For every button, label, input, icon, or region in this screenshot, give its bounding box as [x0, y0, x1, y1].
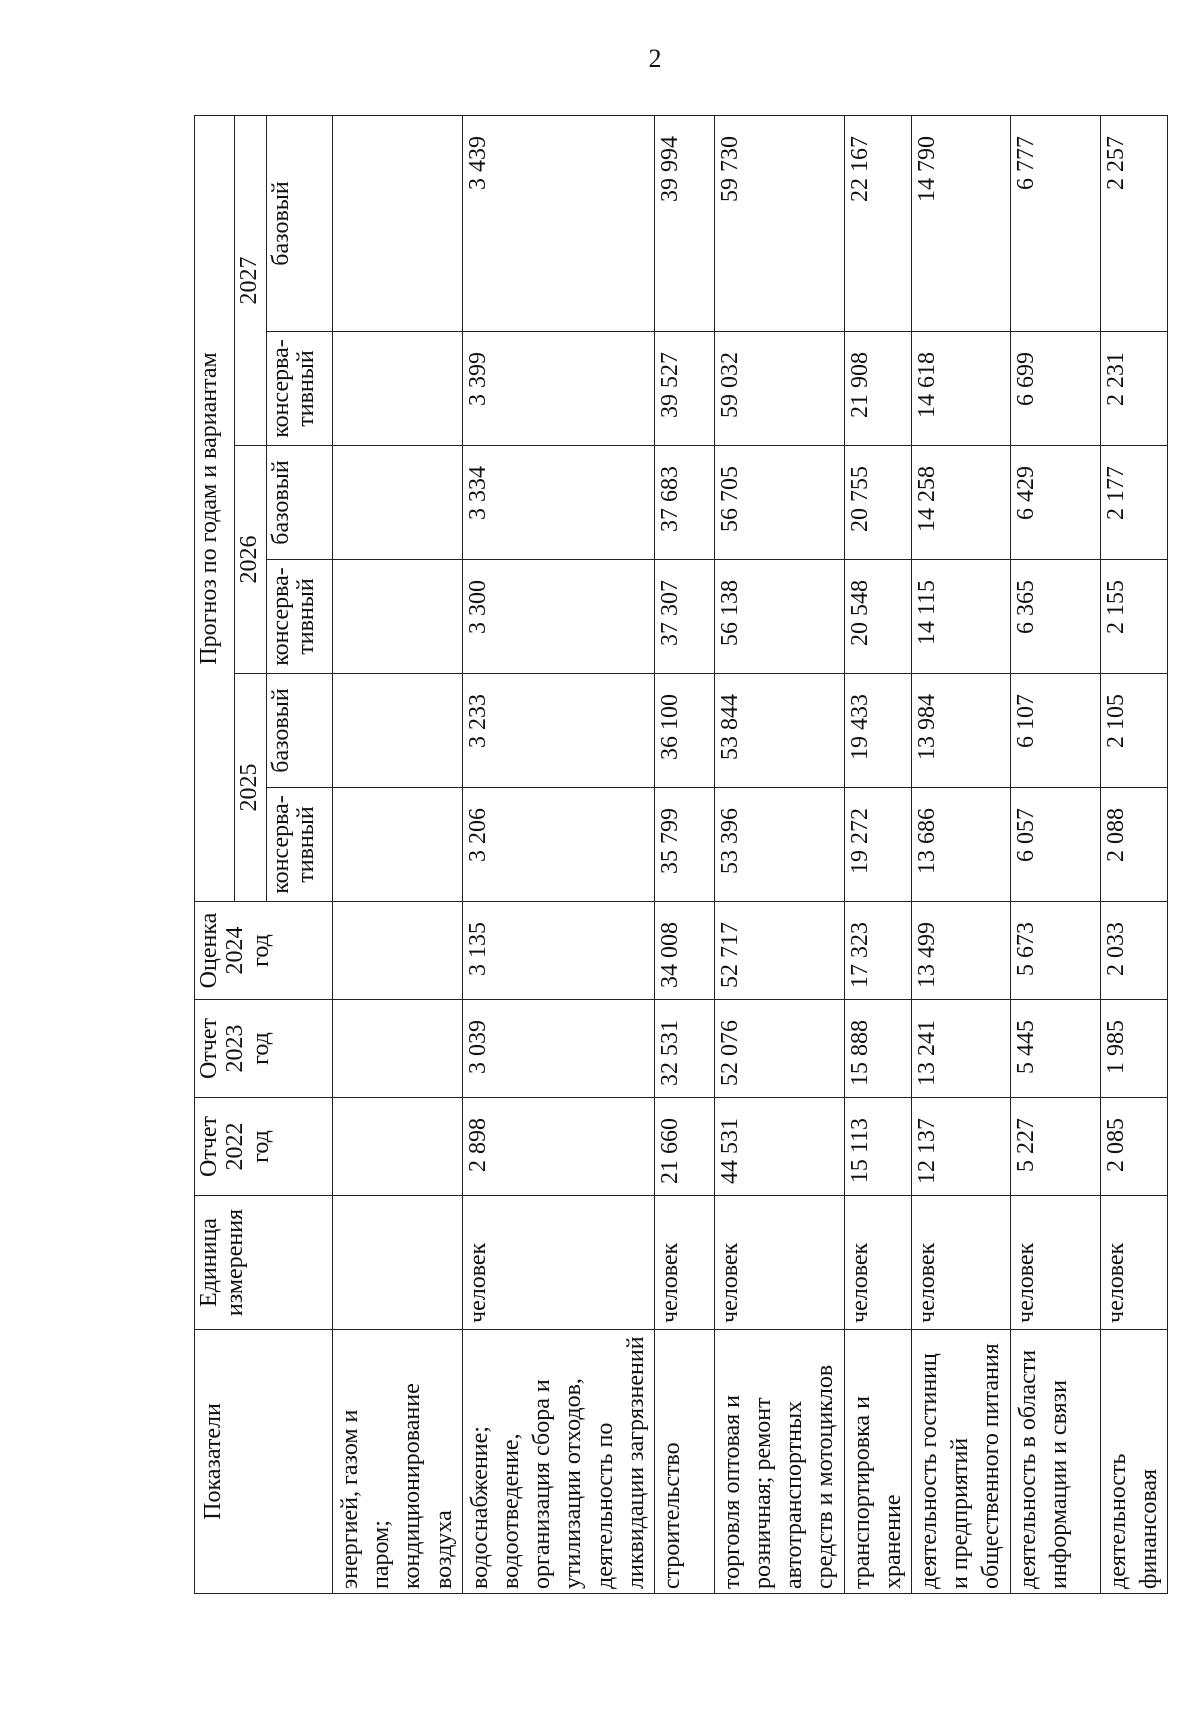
table-row — [333, 115, 463, 1593]
row-value-cell: 3 300 — [462, 560, 654, 674]
header-forecast: Прогноз по годам и вариантам — [195, 115, 235, 901]
row-value-cell — [333, 902, 463, 1000]
row-value-cell: 2 231 — [1100, 332, 1167, 446]
header-year-2027: 2027 — [235, 115, 267, 445]
row-value-cell: 32 531 — [654, 1000, 714, 1098]
row-indicator-name: транспортировка и хранение — [844, 1330, 911, 1594]
header-estimate-2024-year: 2024 — [221, 926, 248, 975]
row-value-cell: 17 323 — [844, 902, 911, 1000]
row-value-cell: 14 258 — [912, 446, 1011, 560]
table-row — [844, 115, 911, 1593]
row-indicator-name: энергией, газом и паром; кондиционирование воздуха — [333, 1330, 463, 1594]
row-value-cell: 35 799 — [654, 788, 714, 902]
rotated-table-container — [194, 116, 1162, 1594]
row-value-cell: 37 683 — [654, 446, 714, 560]
row-value-cell: 6 429 — [1010, 446, 1100, 560]
row-value-cell: 3 439 — [462, 115, 654, 331]
row-value-cell: 2 088 — [1100, 788, 1167, 902]
row-value-cell: 14 618 — [912, 332, 1011, 446]
row-value-cell: 2 898 — [462, 1098, 654, 1196]
row-value-cell: 6 057 — [1010, 788, 1100, 902]
row-value-cell: 15 888 — [844, 1000, 911, 1098]
table-row — [462, 115, 654, 1593]
table-body — [333, 115, 1168, 1593]
header-report-2023 — [195, 1000, 333, 1098]
table-row — [912, 115, 1011, 1593]
row-value-cell: 2 257 — [1100, 115, 1167, 331]
row-value-cell: 13 499 — [912, 902, 1011, 1000]
row-indicator-name: торговля оптовая и розничная; ремонт автотранспортных средств и мотоциклов — [714, 1330, 844, 1594]
row-value-cell: 5 445 — [1010, 1000, 1100, 1098]
row-value-cell: 1 985 — [1100, 1000, 1167, 1098]
table-row — [654, 115, 714, 1593]
forecast-table — [194, 115, 1168, 1594]
header-report-2022-label: Отчет — [196, 1115, 222, 1178]
header-estimate-2024-suffix: год — [247, 934, 274, 967]
row-value-cell: 53 396 — [714, 788, 844, 902]
row-value-cell: 5 227 — [1010, 1098, 1100, 1196]
header-2026-base: базовый — [267, 446, 333, 560]
header-2027-conservative: консерва-тивный — [267, 332, 333, 446]
row-value-cell: 2 105 — [1100, 674, 1167, 788]
row-value-cell: 59 730 — [714, 115, 844, 331]
row-value-cell: 36 100 — [654, 674, 714, 788]
row-value-cell: 3 399 — [462, 332, 654, 446]
row-value-cell: 13 241 — [912, 1000, 1011, 1098]
row-value-cell — [333, 115, 463, 331]
row-value-cell: 6 699 — [1010, 332, 1100, 446]
row-value-cell: 22 167 — [844, 115, 911, 331]
row-value-cell: 2 177 — [1100, 446, 1167, 560]
row-value-cell: 56 138 — [714, 560, 844, 674]
header-year-2026: 2026 — [235, 446, 267, 674]
header-report-2022-suffix: год — [247, 1130, 274, 1163]
row-value-cell: 19 272 — [844, 788, 911, 902]
row-unit: человек — [1010, 1196, 1100, 1330]
row-value-cell: 2 155 — [1100, 560, 1167, 674]
row-value-cell: 14 115 — [912, 560, 1011, 674]
row-value-cell — [333, 788, 463, 902]
row-value-cell: 2 085 — [1100, 1098, 1167, 1196]
row-value-cell: 5 673 — [1010, 902, 1100, 1000]
row-value-cell: 13 984 — [912, 674, 1011, 788]
row-value-cell: 3 206 — [462, 788, 654, 902]
row-value-cell: 20 548 — [844, 560, 911, 674]
row-unit: человек — [844, 1196, 911, 1330]
row-value-cell — [333, 674, 463, 788]
row-value-cell: 3 233 — [462, 674, 654, 788]
header-estimate-2024 — [195, 902, 333, 1000]
page-number: 2 — [648, 44, 662, 73]
row-value-cell: 56 705 — [714, 446, 844, 560]
row-value-cell: 3 039 — [462, 1000, 654, 1098]
header-row-top — [195, 115, 235, 1593]
row-indicator-name: строительство — [654, 1330, 714, 1594]
header-report-2023-label: Отчет — [196, 1017, 222, 1080]
row-value-cell: 59 032 — [714, 332, 844, 446]
row-value-cell: 53 844 — [714, 674, 844, 788]
row-indicator-name: деятельность финансовая — [1100, 1330, 1167, 1594]
row-unit: человек — [714, 1196, 844, 1330]
row-value-cell: 3 135 — [462, 902, 654, 1000]
row-indicator-name: водоснабжение; водоотведение, организация сбора и утилизации отходов, деятельность по ликвидации загрязнений — [462, 1330, 654, 1594]
row-value-cell — [333, 446, 463, 560]
header-unit: Единица измерения — [195, 1196, 333, 1330]
row-indicator-name: деятельность в области информации и связи — [1010, 1330, 1100, 1594]
row-value-cell — [333, 1098, 463, 1196]
row-value-cell: 12 137 — [912, 1098, 1011, 1196]
row-value-cell: 13 686 — [912, 788, 1011, 902]
row-unit: человек — [912, 1196, 1011, 1330]
row-value-cell: 14 790 — [912, 115, 1011, 331]
row-value-cell — [333, 332, 463, 446]
row-value-cell: 37 307 — [654, 560, 714, 674]
header-report-2022-year: 2022 — [221, 1122, 248, 1171]
row-value-cell: 21 660 — [654, 1098, 714, 1196]
row-value-cell: 52 076 — [714, 1000, 844, 1098]
header-2025-base: базовый — [267, 674, 333, 788]
row-value-cell: 3 334 — [462, 446, 654, 560]
row-value-cell: 6 365 — [1010, 560, 1100, 674]
row-unit: человек — [654, 1196, 714, 1330]
header-2025-conservative: консерва-тивный — [267, 788, 333, 902]
table-row — [714, 115, 844, 1593]
header-2027-base: базовый — [267, 115, 333, 331]
row-value-cell — [333, 1000, 463, 1098]
header-estimate-2024-label: Оценка — [196, 912, 222, 989]
row-value-cell: 52 717 — [714, 902, 844, 1000]
row-value-cell: 19 433 — [844, 674, 911, 788]
row-value-cell: 6 777 — [1010, 115, 1100, 331]
row-unit: человек — [462, 1196, 654, 1330]
table-row — [1100, 115, 1167, 1593]
header-2026-conservative: консерва-тивный — [267, 560, 333, 674]
header-report-2022 — [195, 1098, 333, 1196]
header-report-2023-year: 2023 — [221, 1024, 248, 1073]
row-value-cell: 2 033 — [1100, 902, 1167, 1000]
row-indicator-name: деятельность гостиниц и предприятий общественного питания — [912, 1330, 1011, 1594]
row-value-cell: 15 113 — [844, 1098, 911, 1196]
table-row — [1010, 115, 1100, 1593]
row-value-cell: 44 531 — [714, 1098, 844, 1196]
row-value-cell — [333, 560, 463, 674]
row-value-cell: 6 107 — [1010, 674, 1100, 788]
row-value-cell: 39 527 — [654, 332, 714, 446]
row-unit: человек — [1100, 1196, 1167, 1330]
header-indicators: Показатели — [195, 1330, 333, 1594]
row-value-cell: 39 994 — [654, 115, 714, 331]
header-report-2023-suffix: год — [247, 1032, 274, 1065]
header-year-2025: 2025 — [235, 674, 267, 902]
row-unit — [333, 1196, 463, 1330]
row-value-cell: 34 008 — [654, 902, 714, 1000]
row-value-cell: 21 908 — [844, 332, 911, 446]
row-value-cell: 20 755 — [844, 446, 911, 560]
